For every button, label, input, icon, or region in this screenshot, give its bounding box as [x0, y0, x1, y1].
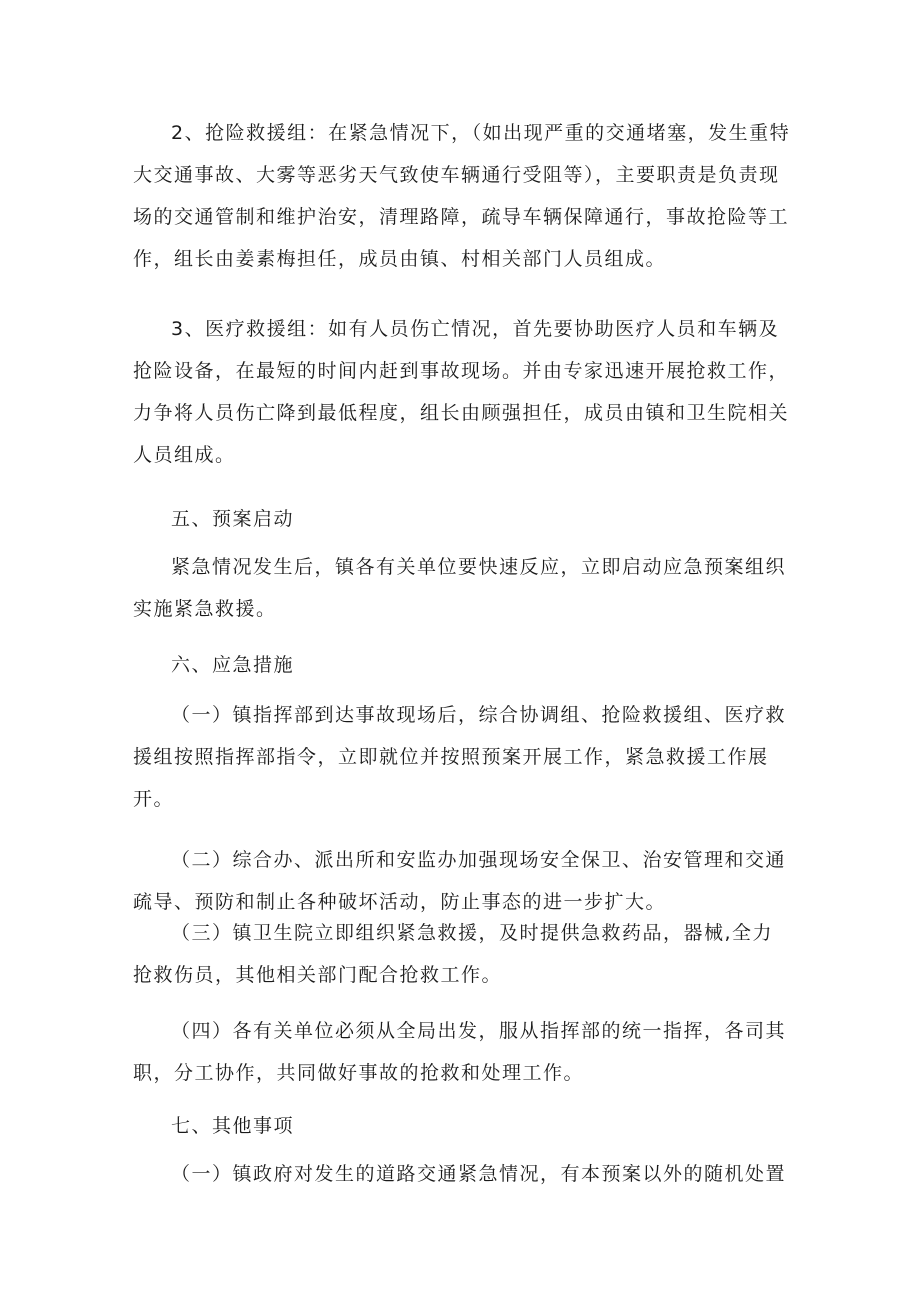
paragraph-measure-4: （四）各有关单位必须从全局出发，服从指挥部的统一指挥，各司其职，分工协作，共同做好事故的抢救和处理工作。: [133, 1020, 787, 1084]
paragraph-activation: 紧急情况发生后，镇各有关单位要快速反应，立即启动应急预案组织实施紧急救援。: [133, 556, 787, 620]
paragraph-medical-group: 3、医疗救援组：如有人员伤亡情况，首先要协助医疗人员和车辆及抢险设备，在最短的时间内赶到事故现场。并由专家迅速开展抢救工作，力争将人员伤亡降到最低程度，组长由顾强担任，成员由镇和卫生院相关人员组成。: [133, 318, 790, 466]
heading-plan-activation: 五、预案启动: [171, 508, 295, 530]
paragraph-measure-3: （三）镇卫生院立即组织紧急救援，及时提供急救药品，器械,全力抢救伤员，其他相关部门配合抢救工作。: [133, 922, 774, 986]
paragraph-rescue-group: 2、抢险救援组：在紧急情况下，（如出现严重的交通堵塞，发生重特大交通事故、大雾等恶劣天气致使车辆通行受阻等），主要职责是负责现场的交通管制和维护治安，清理路障，疏导车辆保障通行，事故抢险等工作，组长由姜素梅担任，成员由镇、村相关部门人员组成。: [133, 122, 791, 270]
paragraph-other-1: （一）镇政府对发生的道路交通紧急情况，有本预案以外的随机处置: [171, 1163, 787, 1185]
paragraph-measure-1: （一）镇指挥部到达事故现场后，综合协调组、抢险救援组、医疗救援组按照指挥部指令，立即就位并按照预案开展工作，紧急救援工作展开。: [133, 704, 787, 810]
heading-other-matters: 七、其他事项: [171, 1115, 295, 1137]
paragraph-measure-2: （二）综合办、派出所和安监办加强现场安全保卫、治安管理和交通疏导、预防和制止各种破坏活动，防止事态的进一步扩大。: [133, 849, 787, 913]
heading-emergency-measures: 六、应急措施: [171, 654, 295, 676]
